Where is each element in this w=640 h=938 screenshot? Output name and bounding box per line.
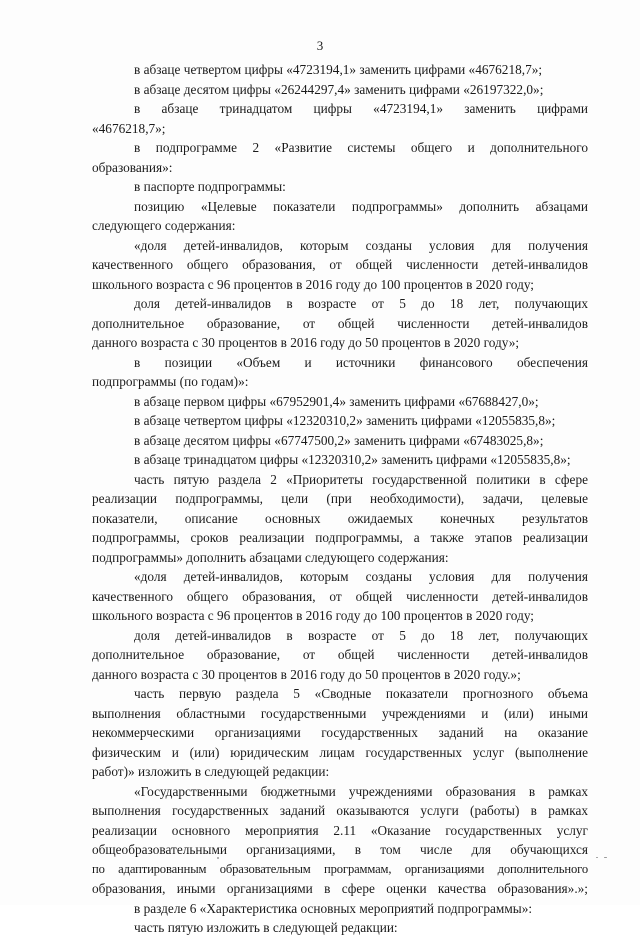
text-line: позицию «Целевые показатели подпрограммы» дополнить абзацами [134,198,588,214]
text-line: выполнения областными государственными учреждениями и (или) иными [92,705,588,721]
text-line: часть пятую изложить в следующей редакции: [134,920,398,935]
text-line: школьного возраста с 96 процентов в 2016 году до 100 процентов в 2020 году; [92,608,535,623]
text-line: в абзаце четвертом цифры «4723194,1» заменить цифрами «4676218,7»; [134,62,543,77]
text-line: работ)» изложить в следующей редакции: [92,764,330,779]
text-line: дополнительное образование, от общей численности детей-инвалидов [92,315,588,331]
text-line: следующего содержания: [92,218,236,233]
text-line: реализации подпрограммы, цели (при необходимости), задачи, целевые [92,491,588,506]
text-line: данного возраста с 30 процентов в 2016 году до 50 процентов в 2020 году»; [92,335,520,350]
text-line: образования, иными организациями в сфере оценки качества образования».»; [92,881,588,896]
text-line: школьного возраста с 96 процентов в 2016 году до 100 процентов в 2020 году; [92,276,535,292]
text-line: «Государственными бюджетными учреждениями образования в рамках [134,783,588,799]
text-line: часть пятую раздела 2 «Приоритеты государственной политики в сфере [134,471,588,487]
text-line: в разделе 6 «Характеристика основных мероприятий подпрограммы»: [134,900,533,916]
text-line: «доля детей-инвалидов, которым созданы условия для получения [134,237,588,253]
text-line: в позиции «Объем и источники финансового обеспечения [134,354,588,370]
text-line: доля детей-инвалидов в возрасте от 5 до 18 лет, получающих [134,296,588,311]
text-line: качественного общего образования, от общей численности детей-инвалидов [92,588,588,604]
text-line: физическим и (или) юридическим лицам государственных услуг (выполнение [92,744,588,760]
document-body [92,60,588,938]
text-line: в паспорте подпрограммы: [134,179,286,194]
text-line: подпрограммы, сроков реализации подпрограммы, а также этапов реализации [92,530,588,545]
text-line: в абзаце четвертом цифры «12320310,2» заменить цифрами «12055835,8»; [134,413,556,428]
text-line: «доля детей-инвалидов, которым созданы условия для получения [134,569,588,584]
text-line: реализации основного мероприятия 2.11 «Оказание государственных услуг [92,822,588,838]
text-line: показатели, описание основных ожидаемых конечных результатов [92,510,588,526]
scan-speck [596,857,598,858]
text-line: по адаптированным образовательным программам, организациями дополнительного [92,861,588,876]
scan-speck [604,857,607,858]
text-line: образования»: [92,159,173,175]
text-line: подпрограммы (по годам)»: [92,374,249,389]
text-line: выполнения государственных заданий оказываются услуги (работы) в рамках [92,803,588,818]
scan-speck [217,857,219,859]
text-line: подпрограммы» дополнить абзацами следующего содержания: [92,549,449,565]
text-line: в абзаце тринадцатом цифры «12320310,2» заменить цифрами «12055835,8»; [134,452,571,467]
text-line: качественного общего образования, от общей численности детей-инвалидов [92,257,588,272]
text-line: в абзаце первом цифры «67952901,4» заменить цифрами «67688427,0»; [134,393,539,409]
text-line: общеобразовательными организациями, в том числе для обучающихся [92,842,588,857]
text-line: дополнительное образование, от общей численности детей-инвалидов [92,647,588,662]
text-line: данного возраста с 30 процентов в 2016 году до 50 процентов в 2020 году.»; [92,666,521,682]
text-line: в абзаце тринадцатом цифры «4723194,1» заменить цифрами [134,101,588,116]
text-line: «4676218,7»; [92,120,166,136]
text-line: в абзаце десятом цифры «67747500,2» заменить цифрами «67483025,8»; [134,432,544,448]
page-number: 3 [316,38,324,53]
text-line: некоммерческими организациями государственных заданий на оказание [92,725,588,740]
text-line: доля детей-инвалидов в возрасте от 5 до 18 лет, получающих [134,627,588,643]
text-line: в подпрограмме 2 «Развитие системы общего и дополнительного [134,140,588,155]
text-line: часть первую раздела 5 «Сводные показатели прогнозного объема [134,686,588,701]
text-line: в абзаце десятом цифры «26244297,4» заменить цифрами «26197322,0»; [134,81,544,97]
